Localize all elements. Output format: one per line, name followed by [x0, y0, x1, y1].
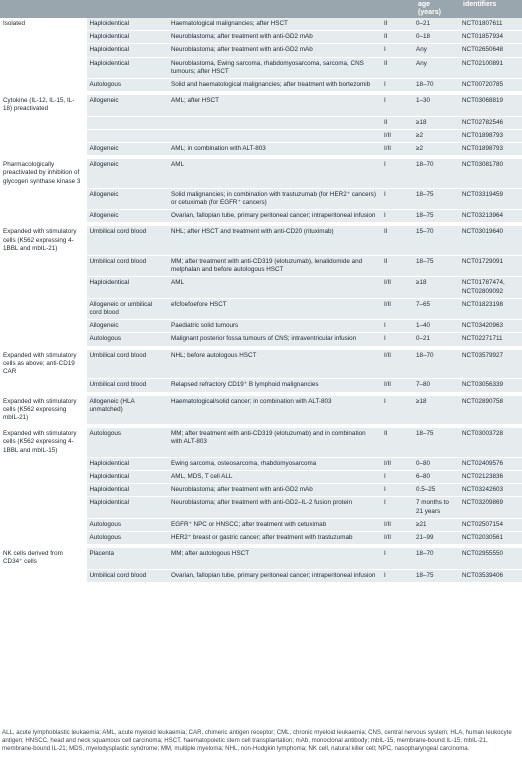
- group-name-cell: Expanded with stimulatory cells (K562 expressing 4-1BBL and mbIL-15): [0, 428, 86, 457]
- indication-cell: HER2⁺ breast or gastric cancer; after treatment with trastuzumab: [168, 531, 381, 544]
- group-name-cell: [0, 298, 86, 319]
- table-row: [0, 320, 522, 333]
- age-cell: 18–70: [413, 79, 459, 92]
- source-cell: Umbilical cord blood: [86, 256, 168, 277]
- source-cell: Haploidentical: [86, 497, 168, 518]
- indication-cell: AML, MDS, T cell ALL: [168, 470, 381, 483]
- group-name-cell: [0, 79, 86, 92]
- phase-cell: I: [381, 484, 413, 497]
- group-name-cell: Expanded with stimulatory cells (K562 expressing 4-1BBL and mbIL-21): [0, 226, 86, 255]
- group-name-cell: [0, 188, 86, 209]
- source-cell: Umbilical cord blood: [86, 379, 168, 392]
- group-name-cell: [0, 116, 86, 129]
- phase-cell: I/II: [381, 298, 413, 319]
- age-cell: ≥18: [413, 116, 459, 129]
- identifier-cell: NCT03068819: [459, 95, 522, 116]
- indication-cell: Neuroblastoma; after treatment with anti-GD2 mAb: [168, 484, 381, 497]
- group-name-cell: [0, 277, 86, 298]
- identifier-cell: NCT02955550: [459, 548, 522, 569]
- source-cell: Haploidentical: [86, 470, 168, 483]
- age-cell: 7 months to 21 years: [413, 497, 459, 518]
- group-name-cell: Cytokine (IL-12, IL-15, IL-18) preactivated: [0, 95, 86, 116]
- indication-cell: NHL; before autologous HSCT: [168, 350, 381, 379]
- group-name-cell: [0, 379, 86, 392]
- phase-cell: I/II: [381, 531, 413, 544]
- age-cell: 0–80: [413, 457, 459, 470]
- age-cell: 1–30: [413, 95, 459, 116]
- table-row: [0, 379, 522, 392]
- source-cell: Haploidentical: [86, 457, 168, 470]
- group-name-cell: [0, 484, 86, 497]
- column-header-age-label: age: [418, 1, 431, 8]
- phase-cell: I/II: [381, 143, 413, 156]
- group-name-cell: [0, 333, 86, 346]
- age-cell: ≥21: [413, 518, 459, 531]
- source-cell: Autologous: [86, 79, 168, 92]
- identifier-cell: NCT03213964: [459, 210, 522, 223]
- identifier-cell: NCT01823198: [459, 298, 522, 319]
- indication-cell: AML; in combination with ALT-803: [168, 143, 381, 156]
- source-cell: Allogeneic: [86, 143, 168, 156]
- indication-cell: NHL; after HSCT and treatment with anti-CD20 (rituximab): [168, 226, 381, 255]
- table-footnote: ALL, acute lymphoblastic leukaemia; AML, acute myeloid leukaemia; CAR, chimeric antigen receptor; CML, chronic myeloid leukaemia; CNS, central nervous system; HLA, human leukocyte antigen; HNSCC, head and neck squamous cell carcinoma; HSCT, haematopoietic stem cell transplantation; mAb, monoclonal antibody; mbIL-15, membrane-bound IL-15; mbIL-21, membrane-bound IL-21; MDS, myelodysplastic syndrome; MM, multiple myeloma; NHL, non-Hodgkin lymphoma; NK cell, natural killer cell; NPC, nasopharyngeal carcinoma.: [2, 729, 512, 752]
- table-row: [0, 31, 522, 44]
- indication-cell: EGFR⁺ NPC or HNSCC; after treatment with cetuximab: [168, 518, 381, 531]
- source-cell: Haploidentical: [86, 44, 168, 57]
- group-name-cell: Expanded with stimulatory cells (K562 expressing mbIL-21): [0, 396, 86, 425]
- indication-cell: Neuroblastoma; after treatment with anti-GD2 mAb: [168, 31, 381, 44]
- identifier-cell: NCT02100891: [459, 57, 522, 78]
- source-cell: Autologous: [86, 428, 168, 457]
- table-row: [0, 256, 522, 277]
- table-row: [0, 470, 522, 483]
- identifier-cell: NCT01787474, NCT02809092: [459, 277, 522, 298]
- identifier-cell: NCT03539406: [459, 569, 522, 582]
- indication-cell: Relapsed refractory CD19⁺ B lymphoid malignancies: [168, 379, 381, 392]
- identifier-cell: NCT03579927: [459, 350, 522, 379]
- group-name-cell: [0, 497, 86, 518]
- table-row: [0, 188, 522, 209]
- source-cell: Autologous: [86, 518, 168, 531]
- table-row: [0, 531, 522, 544]
- table-row: [0, 428, 522, 457]
- identifier-cell: NCT02030561: [459, 531, 522, 544]
- table-row: [0, 116, 522, 129]
- source-cell: Umbilical cord blood: [86, 226, 168, 255]
- trials-table: [0, 18, 522, 583]
- age-cell: 0.5–25: [413, 484, 459, 497]
- source-cell: Umbilical cord blood: [86, 350, 168, 379]
- phase-cell: II: [381, 116, 413, 129]
- age-cell: ≥18: [413, 396, 459, 425]
- identifier-cell: NCT01807611: [459, 18, 522, 31]
- identifier-cell: NCT01729091: [459, 256, 522, 277]
- phase-cell: II: [381, 256, 413, 277]
- phase-cell: I: [381, 320, 413, 333]
- indication-cell: Solid and haematological malignancies; after treatment with bortezomib: [168, 79, 381, 92]
- phase-cell: I/II: [381, 518, 413, 531]
- identifier-cell: NCT03242603: [459, 484, 522, 497]
- table-row: [0, 18, 522, 31]
- source-cell: Autologous: [86, 531, 168, 544]
- column-header-age-unit: (years): [418, 9, 441, 16]
- indication-cell: Haematological/solid cancer; in combination with ALT-803: [168, 396, 381, 425]
- age-cell: 18–75: [413, 569, 459, 582]
- table-row: [0, 44, 522, 57]
- source-cell: Allogeneic: [86, 95, 168, 116]
- age-cell: 18–75: [413, 428, 459, 457]
- identifier-cell: NCT01857934: [459, 31, 522, 44]
- phase-cell: II: [381, 226, 413, 255]
- source-cell: Autologous: [86, 333, 168, 346]
- age-cell: ≥18: [413, 277, 459, 298]
- indication-cell: MM; after treatment with anti-CD319 (elotuzumab), lenalidomide and melphalan and before autologous HSCT: [168, 256, 381, 277]
- source-cell: Allogeneic: [86, 188, 168, 209]
- age-cell: Any: [413, 44, 459, 57]
- indication-cell: Ovarian, fallopian tube, primary peritoneal cancer; intraperitoneal infusion: [168, 210, 381, 223]
- identifier-cell: NCT02782546: [459, 116, 522, 129]
- phase-cell: II: [381, 31, 413, 44]
- source-cell: Placenta: [86, 548, 168, 569]
- phase-cell: I/II: [381, 379, 413, 392]
- phase-cell: I: [381, 548, 413, 569]
- group-name-cell: [0, 44, 86, 57]
- indication-cell: Malignant posterior fossa tumours of CNS; intraventricular infusion: [168, 333, 381, 346]
- table-row: [0, 298, 522, 319]
- group-name-cell: [0, 256, 86, 277]
- age-cell: 15–70: [413, 226, 459, 255]
- table-row: [0, 226, 522, 255]
- source-cell: Allogeneic or umbilical cord blood: [86, 298, 168, 319]
- table-row: [0, 457, 522, 470]
- group-name-cell: [0, 129, 86, 142]
- identifier-cell: NCT03081780: [459, 159, 522, 188]
- table-row: [0, 95, 522, 116]
- source-cell: Haploidentical: [86, 277, 168, 298]
- indication-cell: AML: [168, 277, 381, 298]
- indication-cell: Neuroblastoma; after treatment with anti-GD2 mAb: [168, 44, 381, 57]
- group-name-cell: [0, 31, 86, 44]
- identifier-cell: NCT00720785: [459, 79, 522, 92]
- group-name-cell: [0, 457, 86, 470]
- source-cell: [86, 116, 168, 129]
- age-cell: 18–75: [413, 188, 459, 209]
- phase-cell: I: [381, 79, 413, 92]
- identifier-cell: NCT01898793: [459, 143, 522, 156]
- indication-cell: Paediatric solid tumours: [168, 320, 381, 333]
- table-row: [0, 333, 522, 346]
- indication-cell: Neuroblastoma; after treatment with anti-GD2–IL-2 fusion protein: [168, 497, 381, 518]
- source-cell: Haploidentical: [86, 484, 168, 497]
- table-header: [0, 0, 522, 18]
- group-name-cell: Pharmacologically preactivated by inhibition of glycogen synthase kinase 3: [0, 159, 86, 188]
- phase-cell: I/II: [381, 129, 413, 142]
- age-cell: 18–70: [413, 159, 459, 188]
- source-cell: Allogeneic: [86, 210, 168, 223]
- column-header-age: [418, 1, 458, 17]
- age-cell: 18–70: [413, 350, 459, 379]
- group-name-cell: [0, 470, 86, 483]
- identifier-cell: NCT02271711: [459, 333, 522, 346]
- identifier-cell: NCT03420963: [459, 320, 522, 333]
- age-cell: 1–40: [413, 320, 459, 333]
- table-row: [0, 210, 522, 223]
- age-cell: 21–99: [413, 531, 459, 544]
- age-cell: 18–75: [413, 256, 459, 277]
- table-row: [0, 484, 522, 497]
- phase-cell: I: [381, 210, 413, 223]
- identifier-cell: NCT02507154: [459, 518, 522, 531]
- identifier-cell: NCT03019640: [459, 226, 522, 255]
- age-cell: 6–80: [413, 470, 459, 483]
- age-cell: 0–18: [413, 31, 459, 44]
- column-header-identifiers: identifiers: [463, 1, 497, 8]
- phase-cell: I: [381, 188, 413, 209]
- table-row: [0, 79, 522, 92]
- phase-cell: II: [381, 428, 413, 457]
- source-cell: [86, 129, 168, 142]
- table-row: [0, 518, 522, 531]
- phase-cell: I/II: [381, 457, 413, 470]
- table-row: [0, 129, 522, 142]
- age-cell: ≥2: [413, 129, 459, 142]
- table-row: [0, 569, 522, 582]
- phase-cell: II: [381, 18, 413, 31]
- group-name-cell: Expanded with stimulatory cells as above; anti-CD19 CAR: [0, 350, 86, 379]
- table-row: [0, 350, 522, 379]
- identifier-cell: NCT03056339: [459, 379, 522, 392]
- source-cell: Haploidentical: [86, 31, 168, 44]
- age-cell: ≥2: [413, 143, 459, 156]
- source-cell: Allogeneic: [86, 159, 168, 188]
- indication-cell: Haematological malignancies; after HSCT: [168, 18, 381, 31]
- indication-cell: efcfoefoefore HSCT: [168, 298, 381, 319]
- age-cell: 7–65: [413, 298, 459, 319]
- phase-cell: I: [381, 44, 413, 57]
- source-cell: Haploidentical: [86, 57, 168, 78]
- indication-cell: MM; after autologous HSCT: [168, 548, 381, 569]
- indication-cell: Neuroblastoma, Ewing sarcoma, rhabdomyosarcoma, sarcoma, CNS tumours; after HSCT: [168, 57, 381, 78]
- identifier-cell: NCT03209869: [459, 497, 522, 518]
- identifier-cell: NCT02890758: [459, 396, 522, 425]
- identifier-cell: NCT02409576: [459, 457, 522, 470]
- table-row: [0, 143, 522, 156]
- age-cell: 7–80: [413, 379, 459, 392]
- phase-cell: I/II: [381, 350, 413, 379]
- identifier-cell: NCT02650648: [459, 44, 522, 57]
- group-name-cell: [0, 531, 86, 544]
- trials-table-body: [0, 18, 522, 582]
- group-name-cell: Isolated: [0, 18, 86, 31]
- identifier-cell: NCT01898793: [459, 129, 522, 142]
- indication-cell: Ewing sarcoma, osteosarcoma, rhabdomyosarcoma: [168, 457, 381, 470]
- age-cell: Any: [413, 57, 459, 78]
- group-name-cell: [0, 320, 86, 333]
- indication-cell: AML; after HSCT: [168, 95, 381, 116]
- indication-cell: [168, 116, 381, 129]
- identifier-cell: NCT03003728: [459, 428, 522, 457]
- age-cell: 0–21: [413, 333, 459, 346]
- phase-cell: I: [381, 159, 413, 188]
- table-row: [0, 396, 522, 425]
- indication-cell: Ovarian, fallopian tube, primary peritoneal cancer; intraperitoneal infusion: [168, 569, 381, 582]
- source-cell: Umbilical cord blood: [86, 569, 168, 582]
- group-name-cell: [0, 57, 86, 78]
- phase-cell: I: [381, 497, 413, 518]
- group-name-cell: [0, 569, 86, 582]
- identifier-cell: NCT02123836: [459, 470, 522, 483]
- phase-cell: I: [381, 470, 413, 483]
- age-cell: 0–21: [413, 18, 459, 31]
- age-cell: 18–75: [413, 210, 459, 223]
- table-row: [0, 497, 522, 518]
- phase-cell: I: [381, 569, 413, 582]
- phase-cell: I: [381, 95, 413, 116]
- indication-cell: Solid malignancies; in combination with trastuzumab (for HER2⁺ cancers) or cetuximab (for EGFR⁺ cancers): [168, 188, 381, 209]
- indication-cell: [168, 129, 381, 142]
- source-cell: Haploidentical: [86, 18, 168, 31]
- table-row: [0, 57, 522, 78]
- group-name-cell: [0, 518, 86, 531]
- table-row: [0, 159, 522, 188]
- indication-cell: AML: [168, 159, 381, 188]
- group-name-cell: [0, 210, 86, 223]
- group-name-cell: [0, 143, 86, 156]
- age-cell: 18–70: [413, 548, 459, 569]
- table-row: [0, 548, 522, 569]
- phase-cell: II: [381, 57, 413, 78]
- group-name-cell: NK cells derived from CD34⁺ cells: [0, 548, 86, 569]
- indication-cell: MM; after treatment with anti-CD319 (elotuzumab) and in combination with ALT-803: [168, 428, 381, 457]
- source-cell: Allogeneic: [86, 320, 168, 333]
- phase-cell: I/II: [381, 277, 413, 298]
- phase-cell: I: [381, 333, 413, 346]
- table-row: [0, 277, 522, 298]
- identifier-cell: NCT03319459: [459, 188, 522, 209]
- source-cell: Allogeneic (HLA unmatched): [86, 396, 168, 425]
- phase-cell: I: [381, 396, 413, 425]
